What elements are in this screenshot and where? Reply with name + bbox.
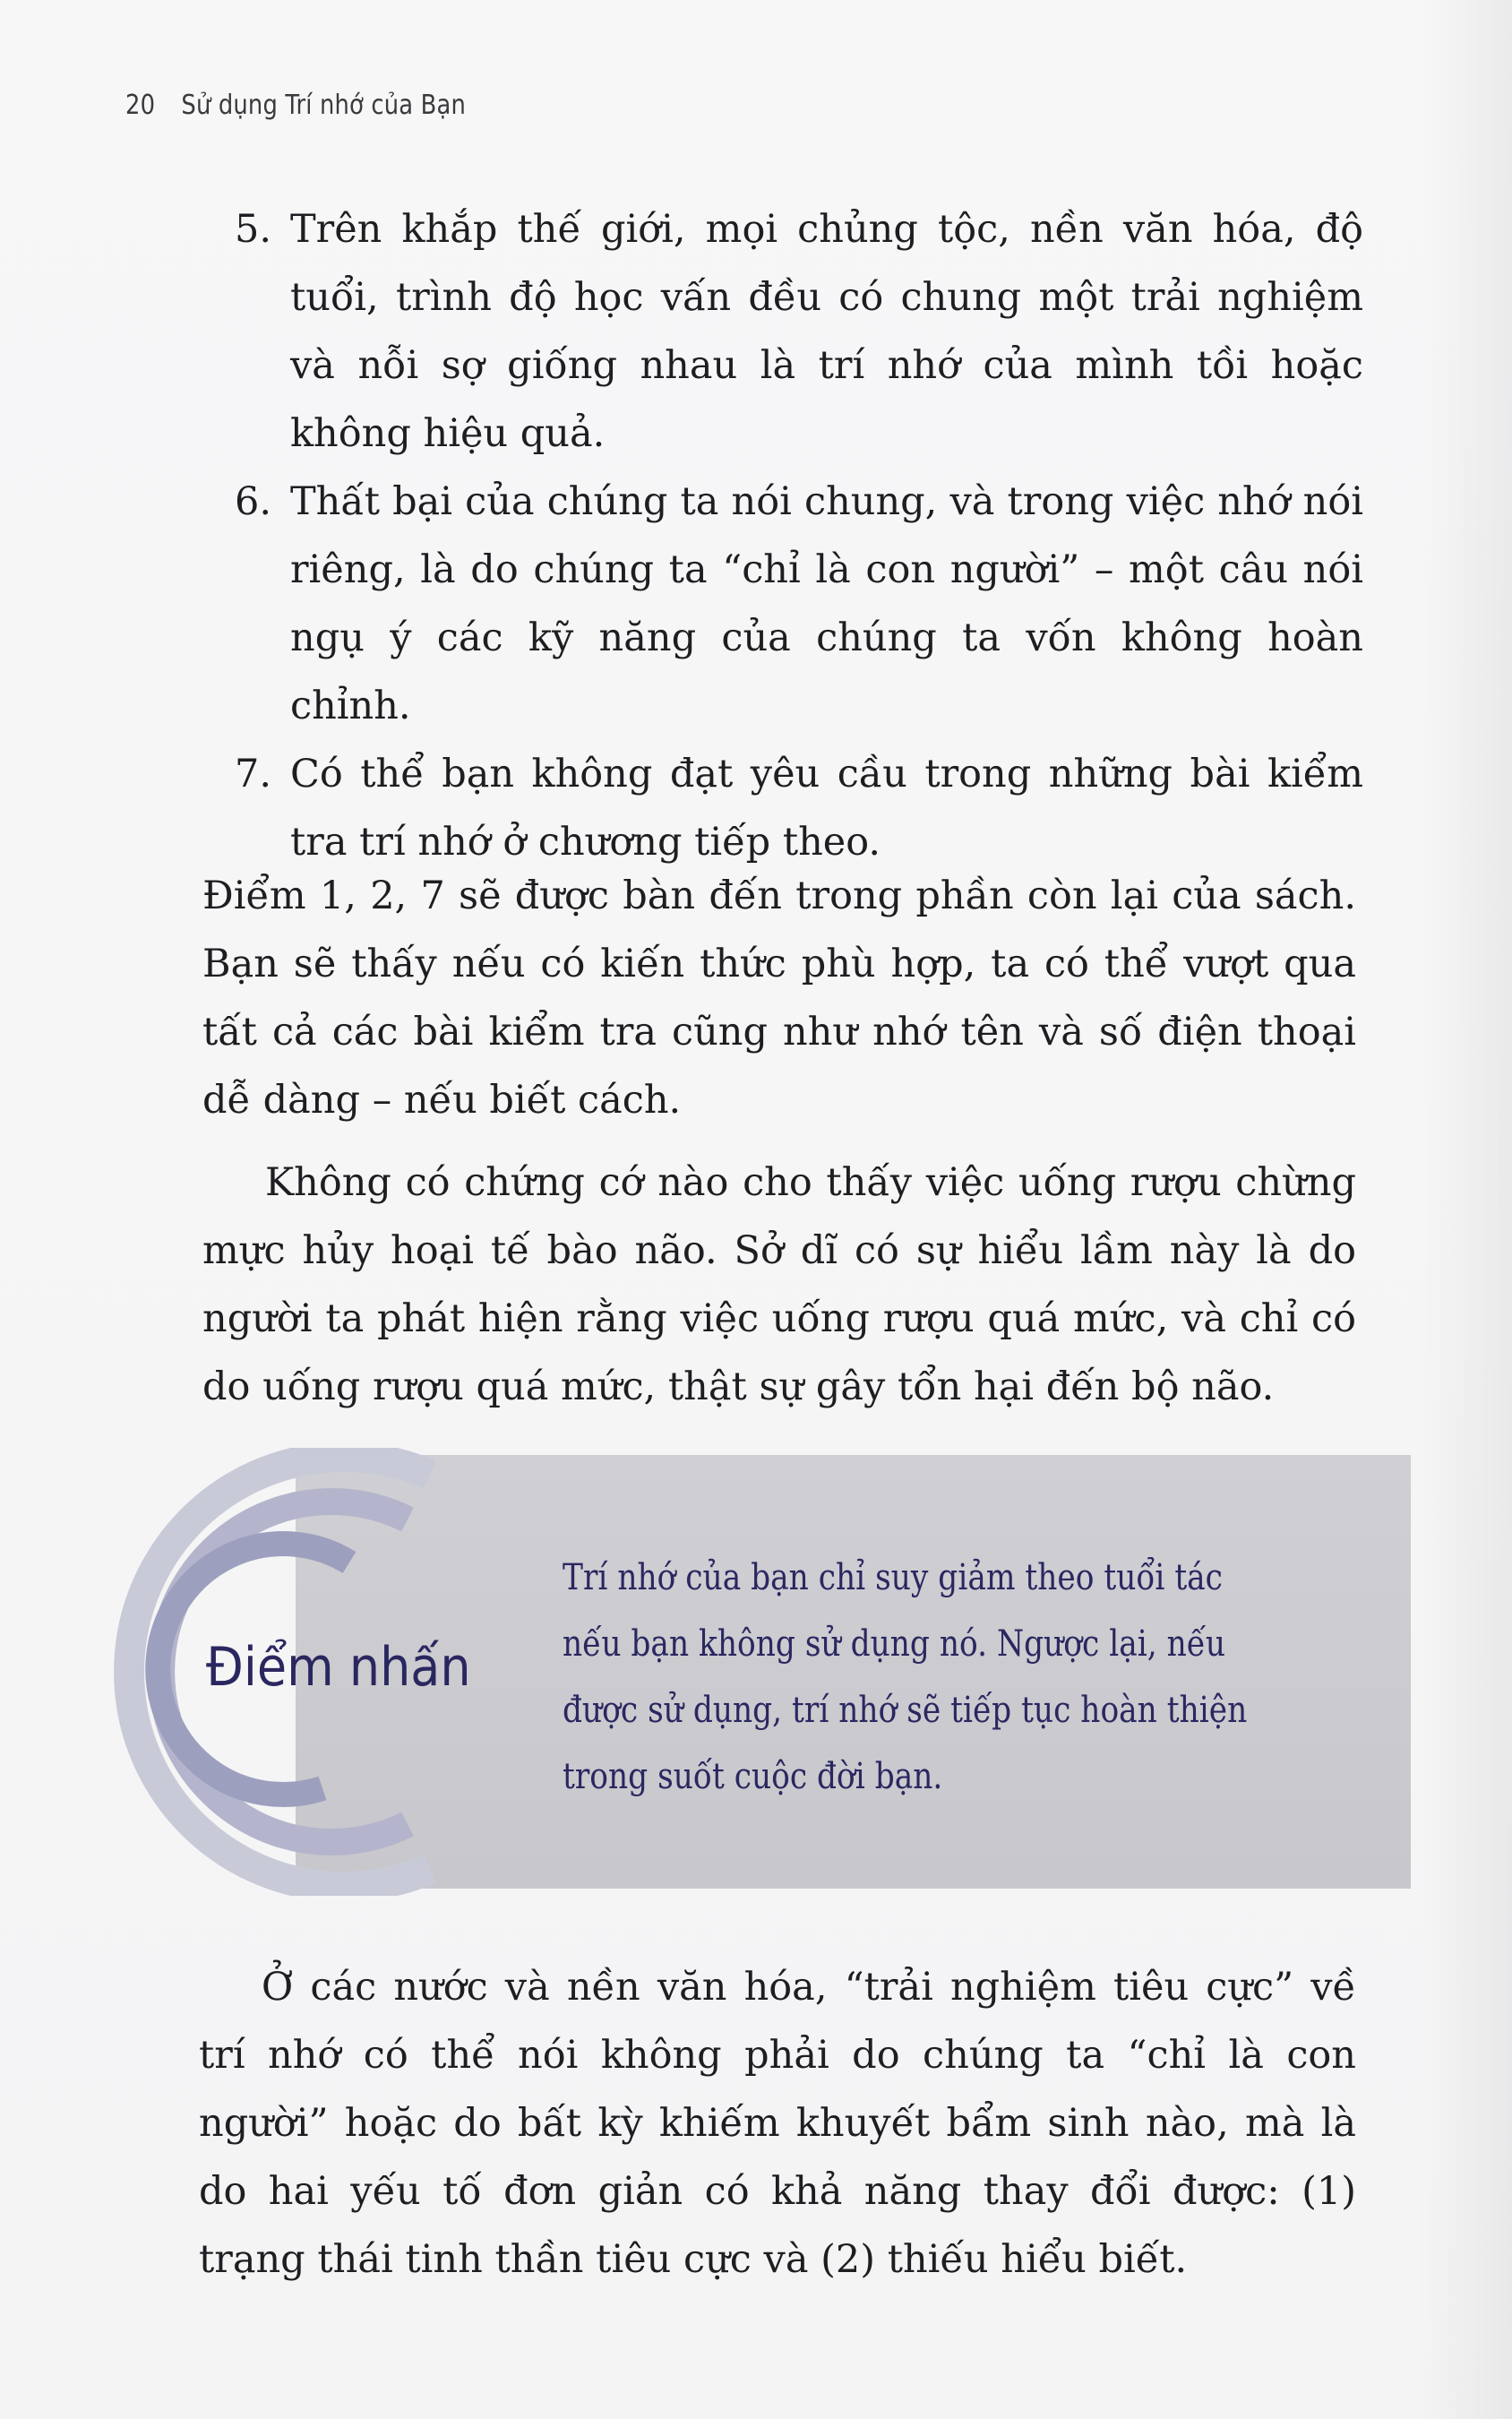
list-item [235,740,1363,876]
list-item-text: Trên khắp thế giới, mọi chủng tộc, nền văn hóa, độ tuổi, trình độ học vấn đều có chung một trải nghiệm và nỗi sợ giống nhau là trí nhớ của mình tồi hoặc không hiệu quả. [290,207,1363,456]
list-item [235,195,1363,468]
list-item-text: Có thể bạn không đạt yêu cầu trong những bài kiểm tra trí nhớ ở chương tiếp theo. [290,752,1363,865]
running-header [125,90,466,121]
list-item-number: 7. [235,752,272,796]
highlight-callout [54,1448,1358,1896]
page-number: 20 [125,90,156,121]
body-paragraph: Ở các nước và nền văn hóa, “trải nghiệm tiêu cực” về trí nhớ có thể nói không phải do chúng ta “chỉ là con người” hoặc do bất kỳ khiếm khuyết bẩm sinh nào, mà là do hai yếu tố đơn giản có khả năng thay đổi được: (1) trạng thái tinh thần tiêu cực và (2) thiếu hiểu biết. [199,1965,1356,2282]
list-item-text: Thất bại của chúng ta nói chung, và trong việc nhớ nói riêng, là do chúng ta “chỉ là con người” – một câu nói ngụ ý các kỹ năng của chúng ta vốn không hoàn chỉnh. [290,479,1363,728]
body-paragraph: Không có chứng cớ nào cho thấy việc uống rượu chừng mực hủy hoại tế bào não. Sở dĩ có sự hiểu lầm này là do người ta phát hiện rằng việc uống rượu quá mức, và chỉ có do uống rượu quá mức, thật sự gây tổn hại đến bộ não. [202,1160,1356,1409]
numbered-list [235,195,1363,876]
callout-label: Điểm nhấn [206,1636,471,1699]
callout-text: Trí nhớ của bạn chỉ suy giảm theo tuổi tác nếu bạn không sử dụng nó. Ngược lại, nếu được sử dụng, trí nhớ sẽ tiếp tục hoàn thiện trong suốt cuộc đời bạn. [563,1557,1248,1797]
list-item-number: 5. [235,207,272,252]
body-paragraph: Điểm 1, 2, 7 sẽ được bàn đến trong phần còn lại của sách. Bạn sẽ thấy nếu có kiến thức phù hợp, ta có thể vượt qua tất cả các bài kiểm tra cũng như nhớ tên và số điện thoại dễ dàng – nếu biết cách. [202,874,1356,1123]
list-item-number: 6. [235,479,272,524]
list-item [235,468,1363,740]
running-title: Sử dụng Trí nhớ của Bạn [181,90,467,121]
